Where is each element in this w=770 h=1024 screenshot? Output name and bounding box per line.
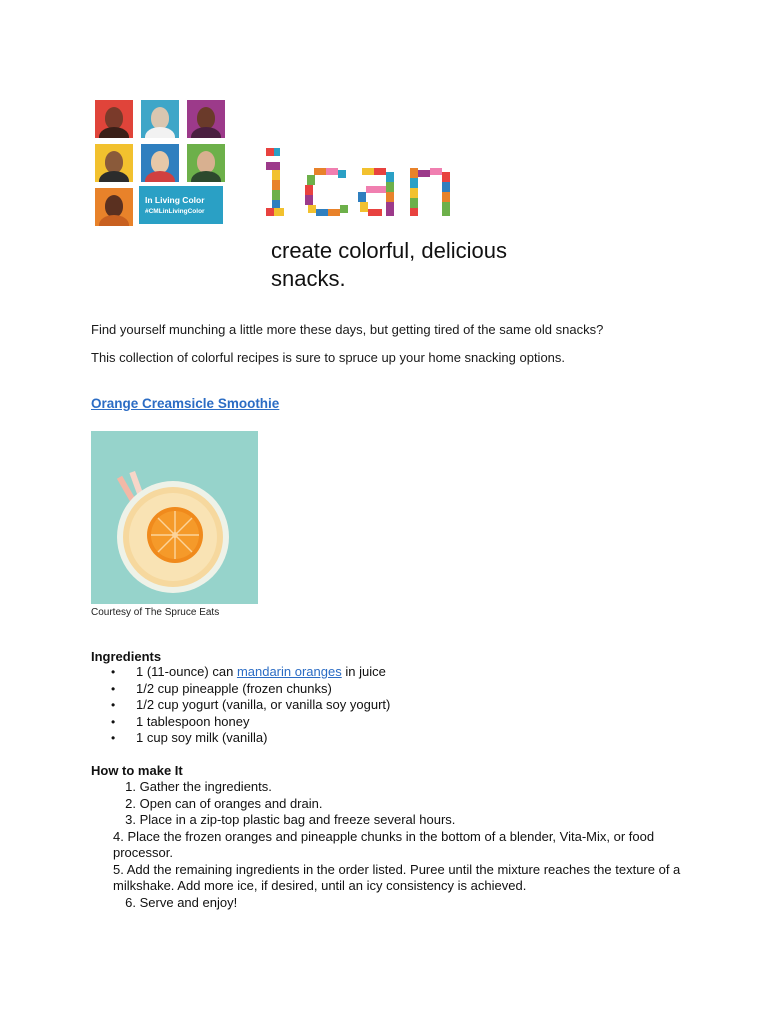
step-item: 4. Place the frozen oranges and pineapple chunks in the bottom of a blender, Vita-Mix, or food processor. (113, 828, 655, 860)
photo-caption: Courtesy of The Spruce Eats (91, 607, 220, 618)
ingredient-item: • 1/2 cup pineapple (frozen chunks) (108, 681, 390, 698)
badge-title: In Living Color (145, 195, 205, 205)
logo-portrait-grid (95, 100, 225, 228)
ican-wordmark-logo (262, 148, 472, 224)
portrait-tile (95, 144, 133, 182)
ingredients-heading: Ingredients (91, 649, 162, 664)
intro-paragraph-2: This collection of colorful recipes is sure to spruce up your home snacking options. (91, 350, 566, 365)
portrait-tile (95, 188, 133, 226)
smoothie-photo (91, 431, 258, 604)
portrait-tile (187, 144, 225, 182)
step-item: 3. Place in a zip-top plastic bag and freeze several hours. (125, 812, 456, 827)
step-item: 2. Open can of oranges and drain. (125, 795, 323, 811)
step-item: 5. Add the remaining ingredients in the order listed. Puree until the mixture reaches the texture of a milkshake. Add more ice, if desired, until an icy consistency is achieved. (113, 861, 681, 893)
portrait-tile (95, 100, 133, 138)
portrait-tile (187, 100, 225, 138)
title-line-1: create colorful, delicious (271, 238, 508, 263)
page-title (271, 237, 531, 293)
intro-paragraph-1: Find yourself munching a little more these days, but getting tired of the same old snacks? (91, 322, 604, 337)
badge-hashtag: #CMLinLivingColor (145, 208, 205, 215)
ingredient-item: • 1 (11-ounce) can mandarin oranges in juice (108, 664, 390, 681)
mandarin-oranges-link[interactable]: mandarin oranges (236, 664, 342, 679)
portrait-tile (141, 100, 179, 138)
steps-list (91, 779, 691, 911)
ingredients-list (108, 664, 390, 747)
portrait-tile (141, 144, 179, 182)
how-to-heading: How to make It (91, 763, 183, 778)
title-line-2: snacks. (271, 266, 346, 291)
ingredient-item: • 1 tablespoon honey (108, 714, 390, 731)
step-item: 1. Gather the ingredients. (125, 779, 272, 794)
step-item: 6. Serve and enjoy! (125, 894, 238, 910)
ingredient-item: • 1 cup soy milk (vanilla) (108, 730, 390, 747)
ingredient-item: • 1/2 cup yogurt (vanilla, or vanilla soy yogurt) (108, 697, 390, 714)
in-living-color-badge (139, 186, 223, 224)
recipe-title-link[interactable]: Orange Creamsicle Smoothie (91, 396, 280, 411)
